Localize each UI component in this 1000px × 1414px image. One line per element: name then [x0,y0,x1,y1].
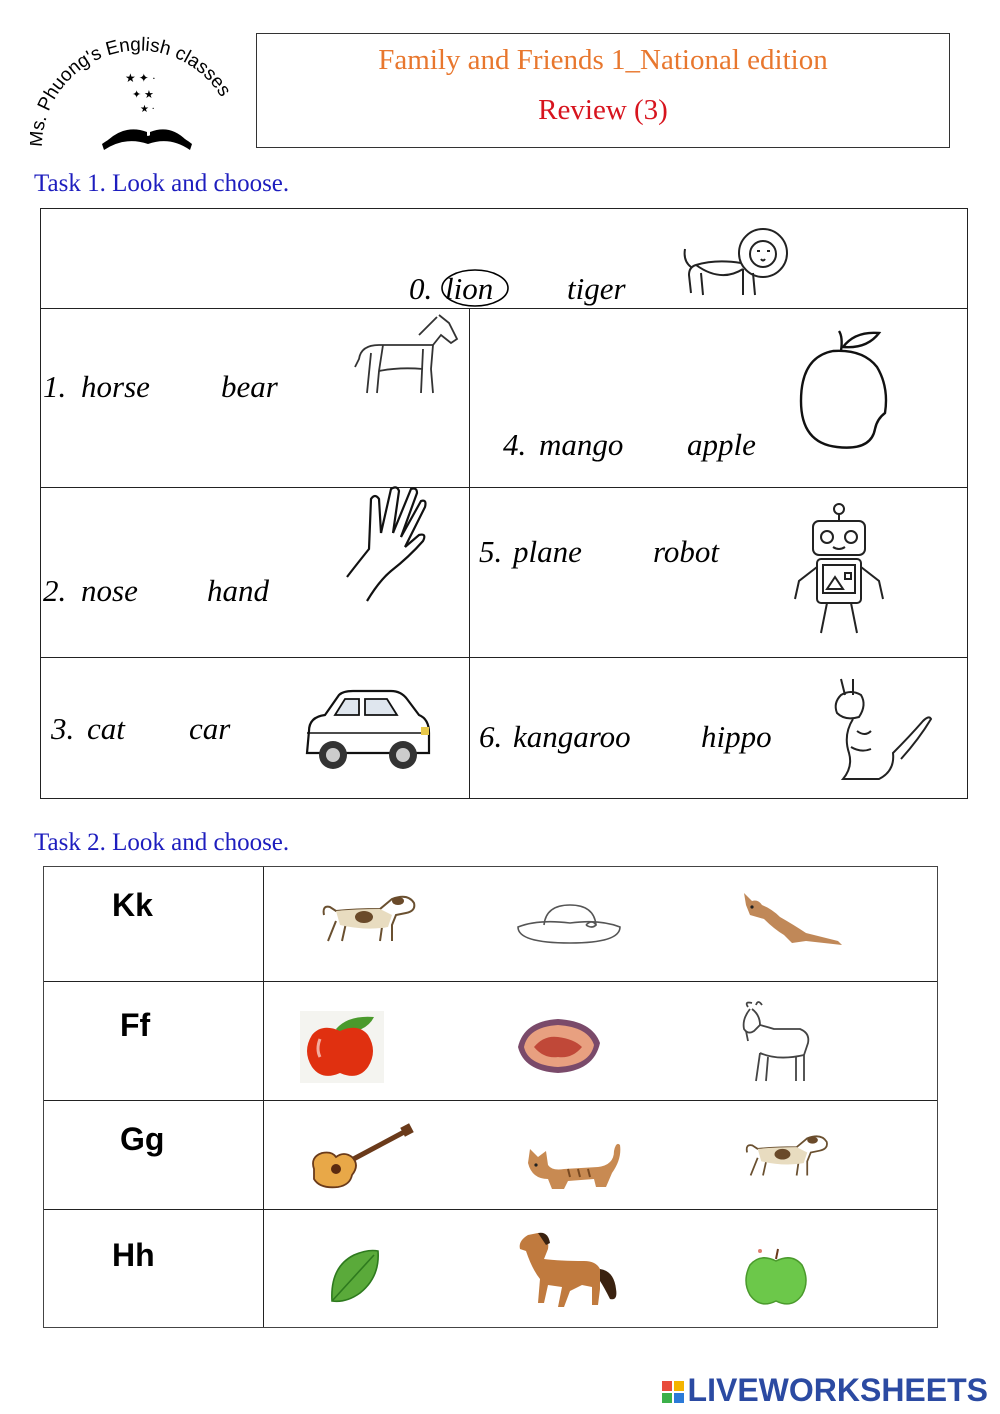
svg-text:✦ ★: ✦ ★ [132,89,154,101]
fig-icon[interactable] [514,1013,604,1079]
hat-icon[interactable] [514,899,624,947]
header-box [256,33,950,148]
green-apple-icon[interactable] [742,1247,812,1309]
item-number: 1. [43,369,67,404]
guitar-icon[interactable] [306,1123,416,1191]
example-number: 0. [409,271,433,306]
cat-icon[interactable] [518,1129,622,1193]
svg-text:★ ·: ★ · [140,104,155,115]
kangaroo-icon [823,675,935,785]
option-nose[interactable]: nose [81,573,138,608]
option-mango[interactable]: mango [539,427,624,462]
letter-label: Gg [120,1121,165,1157]
horse-icon [349,309,461,401]
option-apple[interactable]: apple [687,427,756,462]
task2-table [43,866,938,1328]
liveworksheets-brand[interactable] [662,1372,988,1409]
item-number: 6. [479,719,503,754]
task1-table [40,208,968,799]
item-number: 3. [51,711,75,746]
option-hippo[interactable]: hippo [701,719,772,754]
dog-icon[interactable] [316,891,420,947]
option-bear[interactable]: bear [221,369,278,404]
letter-label: Kk [112,887,153,923]
option-horse[interactable]: horse [81,369,150,404]
task1-title: Task 1. Look and choose. [34,170,290,197]
dog-icon[interactable] [740,1129,832,1183]
option-car[interactable]: car [189,711,231,746]
car-icon [303,687,433,773]
option-cat[interactable]: cat [87,711,125,746]
letter-label: Ff [120,1007,151,1043]
mango-icon [793,327,897,457]
svg-text:★ ✦ ·: ★ ✦ · [125,71,156,85]
option-plane[interactable]: plane [513,534,582,569]
worksheet-title: Family and Friends 1_National edition [378,44,828,76]
leaf-icon[interactable] [328,1247,382,1305]
kangaroo-icon[interactable] [736,889,846,949]
robot-icon [787,501,891,635]
logo-text: . Phuong's English classes [30,34,235,124]
item-number: 4. [503,427,527,462]
hand-icon [339,485,431,603]
liveworksheets-logo-icon [662,1381,684,1403]
task2-title: Task 2. Look and choose. [34,829,290,856]
answer-circle-icon [439,267,511,309]
item-number: 5. [479,534,503,569]
option-robot[interactable]: robot [653,534,720,569]
apple-icon[interactable] [300,1011,384,1083]
book-stars-icon [30,32,245,157]
item-number: 2. [43,573,67,608]
option-kangaroo[interactable]: kangaroo [513,719,631,754]
lion-icon [681,223,796,301]
horse-icon[interactable] [514,1229,622,1311]
example-option-tiger[interactable]: tiger [567,271,626,306]
worksheet-subtitle: Review (3) [538,94,668,126]
option-hand[interactable]: hand [207,573,269,608]
brand-text: LIVEWORKSHEETS [687,1372,988,1408]
example-option-lion[interactable]: lion [445,271,494,306]
goat-icon[interactable] [738,999,814,1085]
letter-label: Hh [112,1237,155,1273]
school-logo [30,32,245,157]
